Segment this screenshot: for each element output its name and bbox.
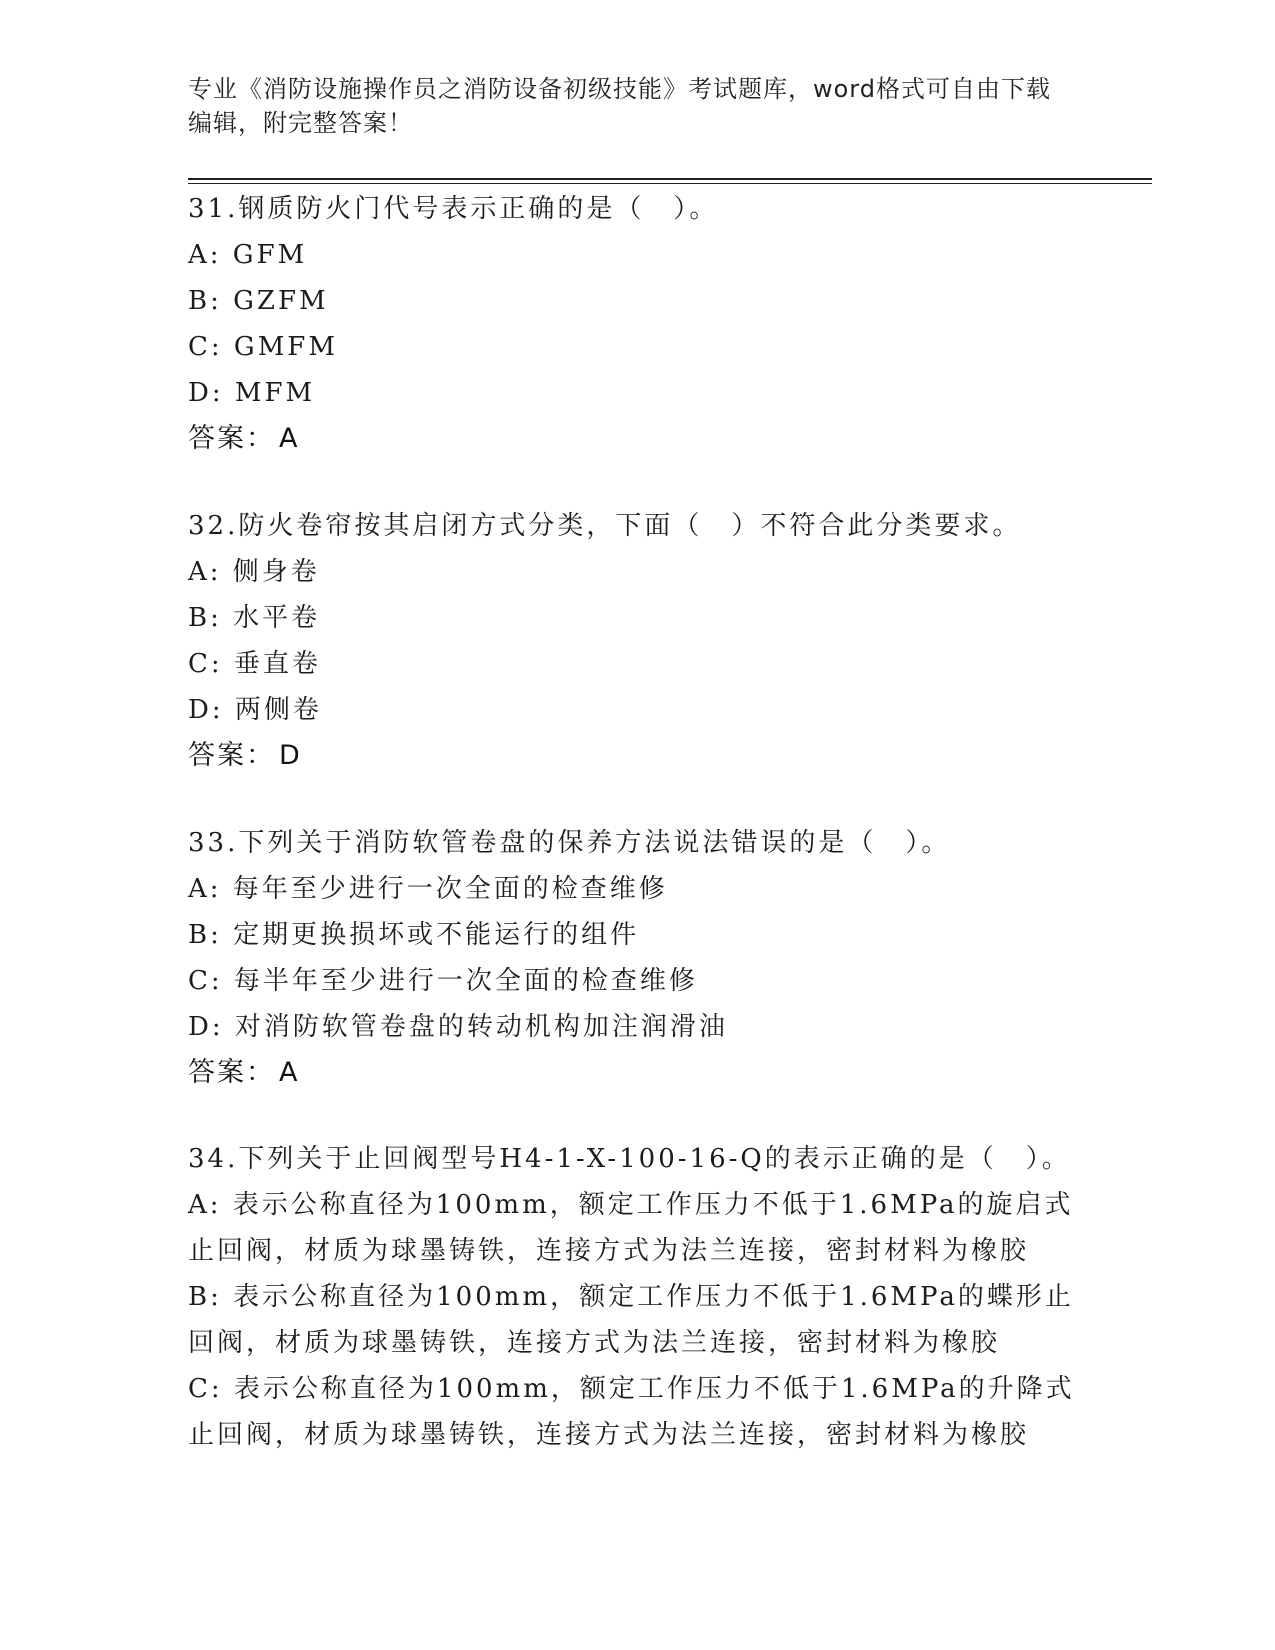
option-a: A: GFM [188,240,308,270]
answer-value: D [279,740,302,771]
question-33 [188,820,1088,1096]
header-divider-bottom [188,183,1152,184]
header-divider-top [188,178,1152,180]
question-stem: 32.防火卷帘按其启闭方式分类，下面（ ）不符合此分类要求。 [188,511,1022,541]
question-stem: 31.钢质防火门代号表示正确的是（ ）。 [188,194,719,224]
question-34 [188,1136,1088,1458]
answer-label: 答案： [188,423,275,454]
answer-value: A [279,423,300,454]
option-c: C: 垂直卷 [188,649,321,679]
answer-value: A [279,1057,300,1088]
option-a: A: 每年至少进行一次全面的检查维修 [188,874,668,904]
option-d: D: 对消防软管卷盘的转动机构加注润滑油 [188,1012,728,1042]
answer-label: 答案： [188,1057,275,1088]
answer-line [188,416,1088,462]
answer-line [188,1050,1088,1096]
option-a: A: 侧身卷 [188,557,320,587]
option-a: A: 表示公称直径为100mm，额定工作压力不低于1.6MPa的旋启式止回阀，材质为球墨铸铁，连接方式为法兰连接，密封材料为橡胶 [188,1190,1074,1266]
question-31 [188,186,1088,462]
page-header: 专业《消防设施操作员之消防设备初级技能》考试题库，word格式可自由下载编辑，附完整答案！ [188,75,1051,137]
answer-line [188,733,1088,779]
question-stem: 34.下列关于止回阀型号H4-1-X-100-16-Q的表示正确的是（ ）。 [188,1144,1071,1174]
question-stem: 33.下列关于消防软管卷盘的保养方法说法错误的是（ ）。 [188,828,951,858]
option-b: B: 水平卷 [188,603,321,633]
option-d: D: 两侧卷 [188,695,322,725]
option-c: C: 表示公称直径为100mm，额定工作压力不低于1.6MPa的升降式止回阀，材质为球墨铸铁，连接方式为法兰连接，密封材料为橡胶 [188,1374,1075,1450]
question-32 [188,503,1088,779]
option-b: B: 定期更换损坏或不能运行的组件 [188,920,640,950]
option-b: B: GZFM [188,286,329,316]
option-c: C: 每半年至少进行一次全面的检查维修 [188,966,698,996]
option-d: D: MFM [188,378,316,408]
answer-label: 答案： [188,740,275,771]
option-b: B: 表示公称直径为100mm，额定工作压力不低于1.6MPa的蝶形止回阀，材质为球墨铸铁，连接方式为法兰连接，密封材料为橡胶 [188,1282,1074,1358]
option-c: C: GMFM [188,332,338,362]
